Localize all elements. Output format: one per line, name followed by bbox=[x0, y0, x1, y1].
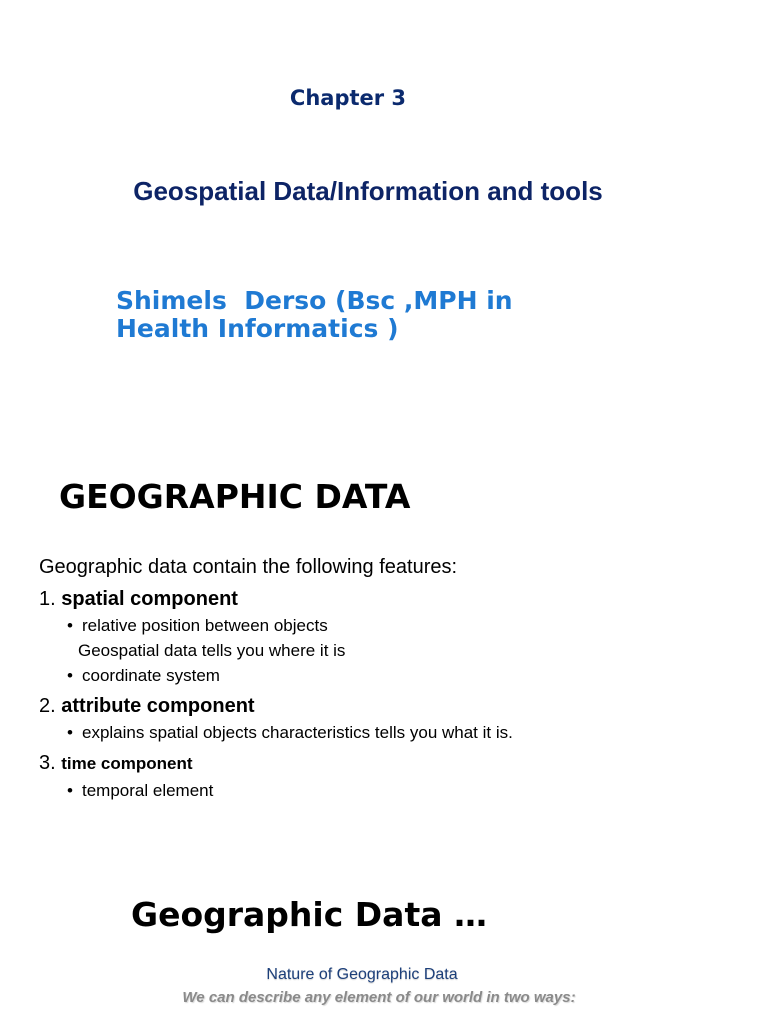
bullet-item: • coordinate system bbox=[39, 663, 739, 688]
nature-subtitle: We can describe any element of our world in two ways: bbox=[182, 989, 576, 1006]
item-number: 3. bbox=[39, 752, 56, 774]
bullet-item: • explains spatial objects characteristics tells you what it is. bbox=[39, 720, 739, 745]
item-label: time component bbox=[61, 754, 193, 773]
author-credit bbox=[116, 287, 676, 343]
item-label: attribute component bbox=[61, 695, 255, 717]
item-number: 2. bbox=[39, 695, 56, 717]
list-item-attribute bbox=[39, 692, 739, 720]
bullet-glyph: • bbox=[67, 781, 73, 800]
list-item-spatial bbox=[39, 585, 739, 613]
intro-text: Geographic data contain the following features: bbox=[39, 556, 458, 578]
bullet-glyph: • bbox=[67, 666, 73, 685]
bullet-glyph: • bbox=[67, 723, 73, 742]
slide-title: Geospatial Data/Information and tools bbox=[133, 176, 603, 206]
list-item-time bbox=[39, 749, 739, 778]
section-heading: Geographic Data … bbox=[131, 895, 487, 934]
item-number: 1. bbox=[39, 588, 56, 610]
item-label: spatial component bbox=[61, 588, 238, 610]
geographic-data-slide bbox=[0, 440, 768, 855]
bullet-item: • relative position between objects bbox=[39, 613, 739, 638]
author-line-1: Shimels Derso (Bsc ,MPH in bbox=[116, 286, 513, 315]
author-line-2: Health Informatics ) bbox=[116, 314, 399, 343]
nature-title: Nature of Geographic Data bbox=[266, 966, 458, 983]
title-slide bbox=[0, 0, 768, 440]
section-heading: GEOGRAPHIC DATA bbox=[59, 477, 411, 516]
feature-list bbox=[39, 553, 739, 803]
bullet-glyph: • bbox=[67, 616, 73, 635]
geographic-data-continued-slide bbox=[0, 855, 768, 1024]
indented-text: Geospatial data tells you where it is bbox=[78, 641, 346, 660]
bullet-item: • temporal element bbox=[39, 778, 739, 803]
chapter-label: Chapter 3 bbox=[289, 86, 407, 110]
